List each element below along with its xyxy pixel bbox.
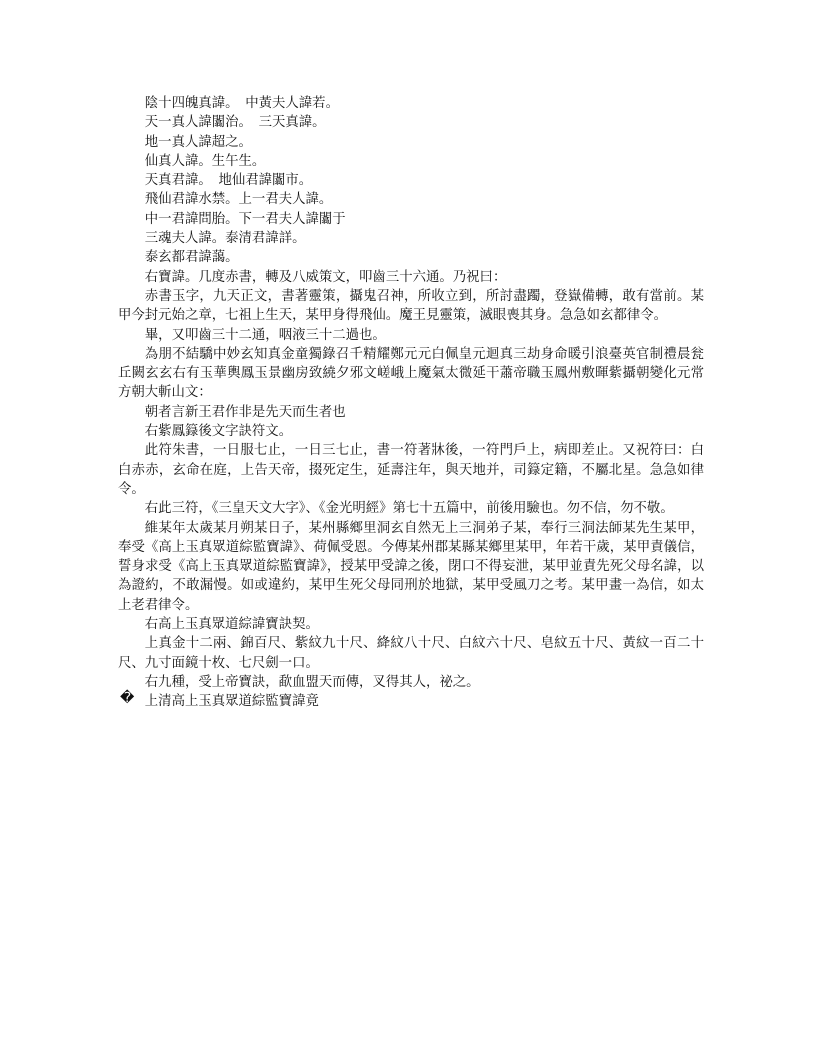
paragraph: 天一真人諱闟治。 三天真諱。 [144,115,326,131]
paragraph: 右寶諱。几度赤書，轉及八威策文，叩齒三十六通。乃祝曰： [144,269,507,285]
paragraph: 右九種，受上帝寶訣，歃血盟天而傳，叉得其人，祕之。 [144,674,480,690]
paragraph: 右高上玉真眾道綜諱寶訣契。 [144,617,319,633]
paragraph: 陰十四魄真諱。 中黃夫人諱若。 [144,96,339,111]
paragraph: 畢，又叩齒三十二通，咽液三十二過也。 [144,327,386,343]
paragraph: 為朋不結驕中妙玄知真金童獨錄召千精耀鄭元元白佩皇元迴真三劫身命暖引浪臺英官制禮晨瓮丘闕玄玄右有玉華輿鳳玉景幽房致繞夕邪文嵯峨上魔氣太微延干蕭帝職玉鳳州敷暉紫攝朝變化元常方朝大斬山文： [118,346,704,401]
paragraph: 右紫鳳籙後文字訣符文。 [144,424,293,440]
paragraph: 赤書玉字，九天正文，書著靈策，攝鬼召神，所收立到，所討盡躅，登嶽備轉，敢有當前。某甲今封元始之章，七祖上生天，某甲身得飛仙。魔王見靈策，滅眼喪其身。急急如玄都律令。 [118,288,704,324]
paragraph: 上清高上玉真眾道綜監寶諱竟 [144,694,319,710]
paragraph: 中一君諱問胎。下一君夫人諱闟于 [144,211,346,227]
paragraph: 仙真人諱。生午生。 [144,153,266,169]
paragraph: 右此三符，《三皇天文大字》、《金光明經》第七十五篇中，前後用驗也。勿不信，勿不敬。 [144,501,674,517]
replacement-glyph: � [120,690,135,706]
paragraph: 泰玄都君諱藹。 [144,250,239,266]
paragraph: 天真君諱。 地仙君諱闟市。 [144,173,313,189]
paragraph: 朝者言新王君作非是先天而生者也 [144,404,346,420]
paragraph: 飛仙君諱水禁。上一君夫人諱。 [144,192,333,208]
paragraph: 三魂夫人諱。泰清君諱詳。 [144,231,306,247]
paragraph: 上真金十二兩、錦百尺、紫紋九十尺、絳紋八十尺、白紋六十尺、皂紋五十尺、黃紋一百二十尺、九寸面鏡十枚、七尺劍一口。 [118,636,704,671]
paragraph: 地一真人諱超之。 [144,134,252,150]
paragraph: 此符朱書，一日服七止，一日三七止，書一符著牀後，一符門戶上，病即差止。又祝符曰：白白赤赤，玄命在庭，上告天帝，掇死定生，延壽注年，與天地并，司籙定籍，不屬北星。急急如律令。 [118,443,704,497]
document-body [118,94,704,712]
paragraph: 維某年太歲某月朔某日子，某州縣鄉里洞玄自然无上三洞弟子某，奉行三洞法師某先生某甲，奉受《高上玉真眾道綜監寶諱》、荷佩受恩。今傳某州郡某縣某鄉里某甲，年若干歲，某甲責儀信，誓身求受《高上玉真眾道綜監寶諱》，授某甲受諱之後，閉口不得妄泄，某甲並責先死父母名諱，以為證約，不敢漏慢。如或違約，某甲生死父母同刑於地獄，某甲受風刀之考。某甲畫一為信，如太上老君律令。 [118,520,704,613]
